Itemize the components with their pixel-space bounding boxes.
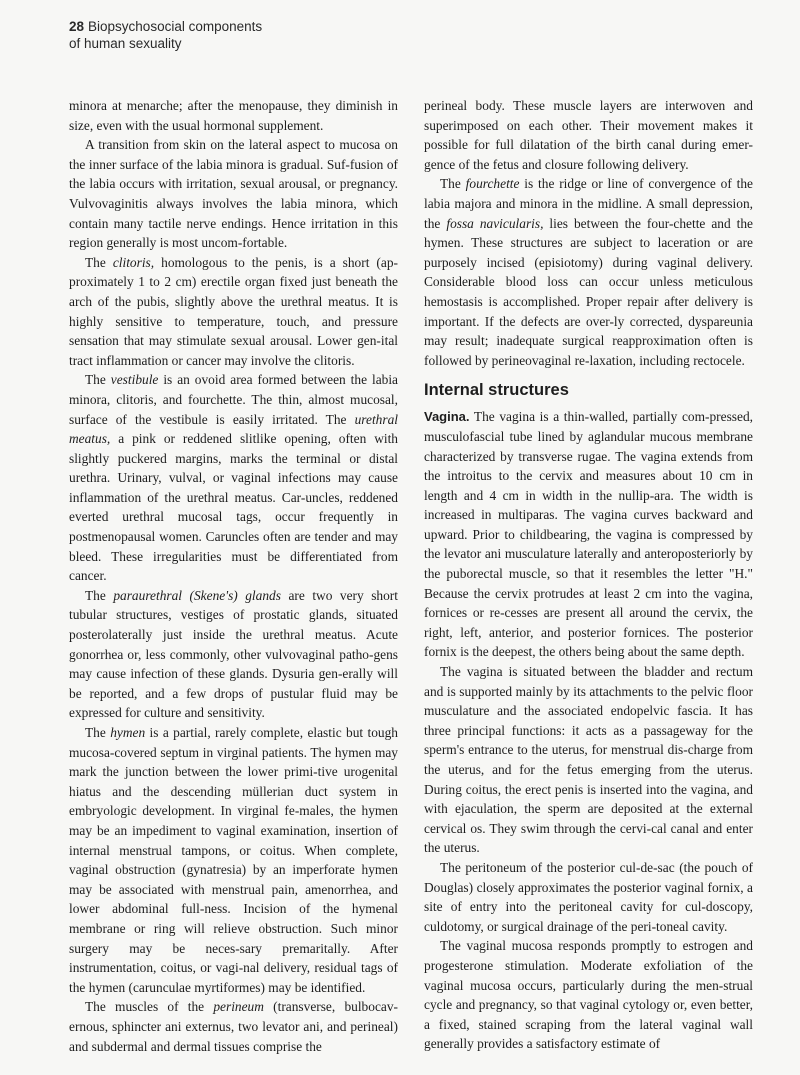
paragraph-perineum: The muscles of the perineum (transverse, bulbocav-ernous, sphincter ani externus, two levator ani, and perineal) and subdermal and dermal tissues comprise the: [69, 999, 398, 1054]
paragraph: The vaginal mucosa responds promptly to estrogen and progesterone stimulation. Moderate exfoliation of the vaginal mucosa occurs, particularly during the men-strual cycle and pregnancy, so that vaginal cytology or, even better, a fixed, stained scraping from the lateral vaginal wall generally provides a satisfactory estimate of: [424, 938, 753, 1052]
right-column: [424, 96, 753, 1054]
running-header: [69, 18, 262, 52]
paragraph-vagina: Vagina. The vagina is a thin-walled, partially com-pressed, musculofascial tube lined by aglandular mucous membrane characterized by transverse rugae. The vagina extends from the introitus to the cervix and measures about 10 cm in length and 4 cm in width in the nullip-ara. The width is increased in multiparas. The vagina curves backward and upward. Prior to childbearing, the vagina is compressed by the levator ani musculature laterally and anteroposteriorly by the puborectal muscle, so that it resembles the letter "H." Because the cervix protrudes at least 2 cm into the vagina, fornices or re-cesses are present all around the cervix, the right, left, anterior, and posterior fornices. The posterior fornix is the deepest, the others being about the same depth.: [424, 409, 753, 660]
paragraph: The peritoneum of the posterior cul-de-sac (the pouch of Douglas) closely approximates the posterior vaginal fornix, a site of entry into the peritoneal cavity for cul-doscopy, culdotomy, or surgical drainage of the peri-toneal cavity.: [424, 859, 753, 934]
term-vestibule: vestibule: [110, 372, 159, 388]
header-subtitle: of human sexuality: [69, 36, 182, 51]
term-hymen: hymen: [110, 725, 146, 740]
paragraph-hymen: The hymen is a partial, rarely complete, elastic but tough mucosa-covered septum in virginal patients. The hymen may mark the junction between the lower primi-tive urogenital hiatus and the descending müllerian duct system in embryologic development. In virginal fe-males, the hymen may be an impediment to vaginal examination, insertion of internal menstrual tampons, or coitus. When complete, vaginal obstruction (gynatresia) by an imperforate hymen may be associated with menstrual pain, amenorrhea, and lower abdominal full-ness. Incision of the hymenal membrane or ring will relieve obstruction. Such minor surgery may be neces-sary premaritally. After instrumentation, coitus, or vagi-nal delivery, residual tags of the hymen (carunculae myrtiformes) may be identified.: [69, 725, 399, 995]
term-perineum: perineum: [213, 999, 264, 1015]
paragraph-skene-glands: The paraurethral (Skene's) glands are two very short tubular structures, vestiges of prostatic glands, situated posterolaterally just inside the urethral meatus. Acute gonorrhea or, less commonly, other vulvovaginal patho-gens may cause infection of these glands. Dysuria gen-erally will be reported, and a few drops of pustular fluid may be expressed for culture and sensitivity.: [69, 587, 398, 721]
term-urethral-meatus: urethral meatus,: [69, 411, 398, 447]
paragraph: A transition from skin on the lateral aspect to mucosa on the inner surface of the labia minora is gradual. Suf-fusion of the labia occurs with irritation, sexual arousal, or pregnancy. Vulvovaginitis always involves the labia minora, which contain many tactile nerve endings. Hence irritation in this region generally is most uncom-fortable.: [69, 137, 398, 251]
paragraph: The vagina is situated between the bladder and rectum and is supported mainly by its attachments to the pelvic floor musculature and the associated endopelvic fascia. It has three principal functions: it acts as a passageway for the sperm's entrance to the uterus, for menstrual dis-charge from the uterus, and for the fetus emerging from the uterus. During coitus, the erect penis is inserted into the vagina, and with ejaculation, the sperm are deposited at the external cervical os. They swim through the cervi-cal canal and enter the uterus.: [424, 664, 753, 856]
term-paraurethral-glands: paraurethral (Skene's) glands: [113, 587, 281, 603]
paragraph-vestibule: The vestibule is an ovoid area formed between the labia minora, clitoris, and fourchette. The thin, almost mucosal, surface of the vestibule is easily irritated. The urethral meatus, a pink or reddened slitlike opening, often with slightly puckered margins, marks the terminal or distal urethra. Urinary, vulval, or vaginal infections may cause inflammation of the urethral meatus. Car-uncles, reddened everted urethral mucosal tags, occur frequently in postmenopausal women. Caruncles often are tender and may bleed. These irregularities must be differentiated from cancer.: [69, 372, 398, 584]
header-title: Biopsychosocial components: [88, 19, 263, 34]
page-number: 28: [69, 19, 85, 34]
paragraph: minora at menarche; after the menopause, they diminish in size, even with the usual hormonal supplement.: [69, 98, 398, 133]
left-column: [69, 96, 398, 1056]
term-fossa-navicularis: fossa navicularis,: [446, 215, 544, 231]
paragraph-clitoris: The clitoris, homologous to the penis, is a short (ap-proximately 1 to 2 cm) erectile organ fixed just beneath the arch of the pubis, slightly above the urethral meatus. It is highly sensitive to temperature, touch, and pressure sensation that may stimulate sexual arousal. Lower gen-ital tract inflammation or cancer may involve the clitoris.: [69, 254, 398, 368]
run-in-heading-vagina: Vagina.: [424, 409, 470, 425]
paragraph-fourchette: The fourchette is the ridge or line of convergence of the labia majora and minora in the midline. A small depression, the fossa navicularis, lies between the four-chette and the hymen. These structures are subject to laceration or are purposely incised (episiotomy) during vaginal delivery. Considerable blood loss can occur unless meticulous hemostasis is accomplished. Proper repair after delivery is important. If the defects are over-ly corrected, dyspareunia may result; inadequate surgical reapproximation often is followed by perineovaginal re-laxation, including rectocele.: [424, 176, 754, 368]
paragraph: perineal body. These muscle layers are interwoven and superimposed on each other. Their movement makes it possible for full dilatation of the birth canal during emer-gence of the fetus and closure following delivery.: [424, 98, 753, 172]
term-clitoris: clitoris,: [112, 254, 155, 270]
section-heading: Internal structures: [424, 381, 569, 400]
header-line-1: [69, 18, 262, 35]
term-fourchette: fourchette: [465, 176, 520, 192]
